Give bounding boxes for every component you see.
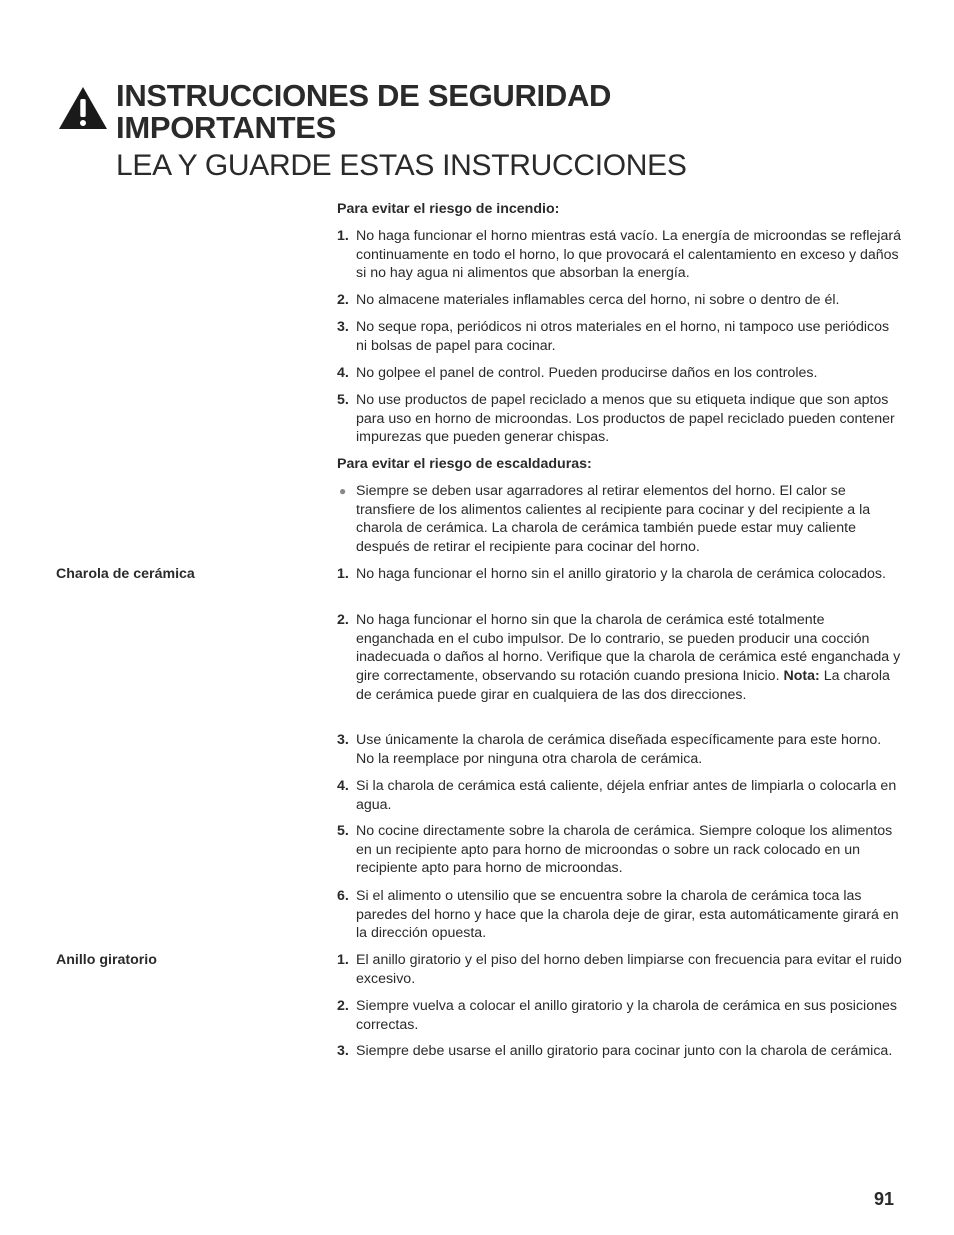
tray-section-label: Charola de cerámica xyxy=(56,566,195,582)
item-number: 2. xyxy=(337,292,349,308)
item-number: 1. xyxy=(337,228,349,244)
item-text: No golpee el panel de control. Pueden producirse daños en los controles. xyxy=(356,365,818,381)
fire-item-5 xyxy=(337,391,902,447)
item-number: 6. xyxy=(337,888,349,904)
item-number: 5. xyxy=(337,392,349,408)
item-number: 2. xyxy=(337,998,349,1014)
warning-triangle-icon xyxy=(58,86,108,130)
item-text: No seque ropa, periódicos ni otros materiales en el horno, ni tampoco use periódicos ni bolsas de papel para cocinar. xyxy=(356,319,890,354)
item-number: 4. xyxy=(337,365,349,381)
item-number: 2. xyxy=(337,612,349,628)
item-text: No use productos de papel reciclado a menos que su etiqueta indique que son aptos para uso en horno de microondas. Los productos de papel reciclado pueden contener impurezas que pueden generar chispas. xyxy=(356,392,895,446)
tray-item-4 xyxy=(337,777,902,814)
page-title xyxy=(116,80,611,144)
fire-item-3 xyxy=(337,318,902,355)
page-subtitle: LEA Y GUARDE ESTAS INSTRUCCIONES xyxy=(116,149,687,182)
ring-item-1 xyxy=(337,951,902,988)
tray-item-3 xyxy=(337,731,902,768)
item-number: 3. xyxy=(337,319,349,335)
tray-item-6 xyxy=(337,887,902,943)
scald-bullet-item xyxy=(337,482,902,557)
item-text: No haga funcionar el horno mientras está vacío. La energía de microondas se reflejará continuamente en todo el horno, lo que provocará el calentamiento en exceso y daños si no hay agua ni alimentos que absorban la energía. xyxy=(356,228,901,282)
item-number: 1. xyxy=(337,566,349,582)
item-text: El anillo giratorio y el piso del horno deben limpiarse con frecuencia para evitar el ruido excesivo. xyxy=(356,952,902,987)
item-text: Si la charola de cerámica está caliente, déjela enfriar antes de limpiarla o colocarla en agua. xyxy=(356,778,897,813)
ring-item-2 xyxy=(337,997,902,1034)
scald-section-heading: Para evitar el riesgo de escaldaduras: xyxy=(337,456,592,472)
item-text: Siempre se deben usar agarradores al retirar elementos del horno. El calor se transfiere de los alimentos calientes al recipiente para cocinar y del recipiente a la charola de cerámica. La charola de cerámica también puede estar muy caliente después de retirar el recipiente para cocinar del horno. xyxy=(356,483,871,556)
tray-item-1 xyxy=(337,565,902,584)
item-number: 5. xyxy=(337,823,349,839)
ring-section-label: Anillo giratorio xyxy=(56,952,157,968)
fire-item-2 xyxy=(337,291,902,310)
title-line-1: INSTRUCCIONES DE SEGURIDAD xyxy=(116,78,612,113)
item-text: Siempre debe usarse el anillo giratorio para cocinar junto con la charola de cerámica. xyxy=(356,1043,893,1059)
item-text: Use únicamente la charola de cerámica diseñada específicamente para este horno. No la reemplace por ninguna otra charola de cerámica. xyxy=(356,732,882,767)
ring-item-3 xyxy=(337,1042,902,1061)
fire-section-heading: Para evitar el riesgo de incendio: xyxy=(337,201,560,217)
item-number: 3. xyxy=(337,732,349,748)
fire-item-1 xyxy=(337,227,902,283)
item-number: 3. xyxy=(337,1043,349,1059)
note-text: La charola de cerámica puede girar en cualquiera de las dos direcciones. xyxy=(356,668,890,703)
item-text: No cocine directamente sobre la charola de cerámica. Siempre coloque los alimentos en un recipiente apto para horno de microondas o sobre un rack colocado en un recipiente apto para horno de microondas. xyxy=(356,823,893,877)
item-text xyxy=(356,611,902,705)
item-text: Siempre vuelva a colocar el anillo giratorio y la charola de cerámica en sus posiciones correctas. xyxy=(356,998,897,1033)
item-number: 4. xyxy=(337,778,349,794)
bullet-icon: ● xyxy=(339,484,347,498)
tray-item-5 xyxy=(337,822,902,878)
note-label: Nota: xyxy=(783,668,820,685)
item-number: 1. xyxy=(337,952,349,968)
fire-item-4 xyxy=(337,364,902,383)
page-number: 91 xyxy=(874,1189,895,1209)
item-main-text: No haga funcionar el horno sin que la charola de cerámica esté totalmente enganchada en el cubo impulsor. De lo contrario, se pueden producir una cocción inadecuada o daños al horno. Verifique que la charola de cerámica esté enganchada y gire correctamente, observando su rotación cuando presiona Inicio. xyxy=(356,612,901,685)
item-text: No almacene materiales inflamables cerca del horno, ni sobre o dentro de él. xyxy=(356,292,840,308)
item-text: Si el alimento o utensilio que se encuentra sobre la charola de cerámica toca las paredes del horno y hace que la charola deje de girar, esta automáticamente girará en la dirección opuesta. xyxy=(356,888,899,942)
item-text: No haga funcionar el horno sin el anillo giratorio y la charola de cerámica colocados. xyxy=(356,566,886,582)
tray-item-2 xyxy=(337,611,902,705)
title-line-2: IMPORTANTES xyxy=(116,110,337,145)
